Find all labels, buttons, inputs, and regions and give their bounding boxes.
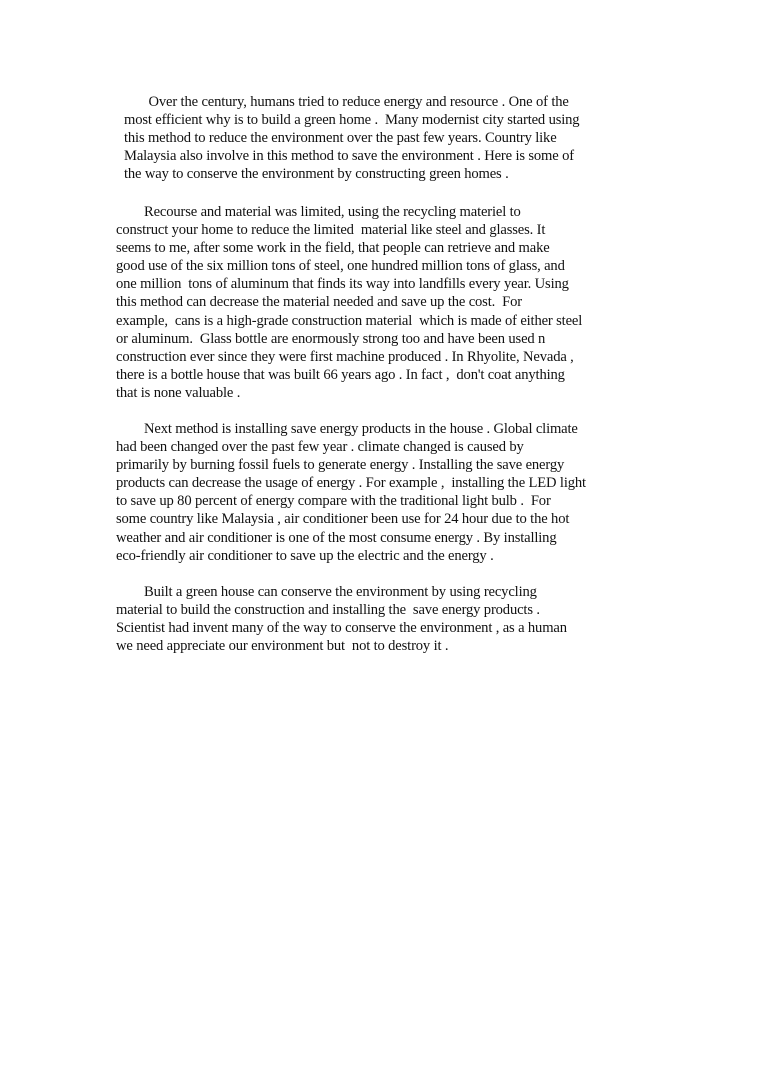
text-line: Next method is installing save energy products in the house . Global climate [116, 421, 578, 437]
text-line: construction ever since they were first machine produced . In Rhyolite, Nevada , [116, 348, 574, 365]
text-line: Scientist had invent many of the way to conserve the environment , as a human [116, 620, 567, 637]
text-line: this method can decrease the material needed and save up the cost. For [116, 294, 522, 311]
text-line: Built a green house can conserve the environment by using recycling [116, 584, 537, 600]
paragraph-conclusion [116, 583, 664, 655]
text-line: weather and air conditioner is one of the most consume energy . By installing [116, 529, 557, 546]
paragraph-recycling-materials [116, 203, 664, 402]
text-line: good use of the six million tons of steel, one hundred million tons of glass, and [116, 258, 565, 275]
text-line: had been changed over the past few year . climate changed is caused by [116, 439, 524, 456]
text-line: the way to conserve the environment by constructing green homes . [124, 166, 509, 183]
text-line: one million tons of aluminum that finds its way into landfills every year. Using [116, 276, 569, 293]
text-line: we need appreciate our environment but not to destroy it . [116, 638, 449, 655]
text-line: products can decrease the usage of energy . For example , installing the LED light [116, 475, 586, 492]
text-line: most efficient why is to build a green home . Many modernist city started using [124, 112, 580, 129]
text-line: primarily by burning fossil fuels to generate energy . Installing the save energy [116, 457, 565, 474]
text-line: material to build the construction and installing the save energy products . [116, 602, 540, 619]
paragraph-intro [124, 93, 664, 183]
text-line: Malaysia also involve in this method to save the environment . Here is some of [124, 148, 574, 165]
text-line: example, cans is a high-grade construction material which is made of either steel [116, 312, 583, 329]
text-line: that is none valuable . [116, 384, 241, 401]
text-line: to save up 80 percent of energy compare with the traditional light bulb . For [116, 493, 551, 510]
text-line: seems to me, after some work in the field, that people can retrieve and make [116, 240, 550, 257]
paragraph-save-energy [116, 420, 664, 565]
text-line: eco-friendly air conditioner to save up the electric and the energy . [116, 547, 494, 564]
text-line: Over the century, humans tried to reduce energy and resource . One of the [124, 94, 569, 110]
text-line: some country like Malaysia , air conditioner been use for 24 hour due to the hot [116, 511, 570, 528]
text-line: Recourse and material was limited, using the recycling materiel to [116, 204, 521, 220]
text-line: this method to reduce the environment over the past few years. Country like [124, 130, 557, 147]
text-line: construct your home to reduce the limited material like steel and glasses. It [116, 222, 546, 239]
text-line: or aluminum. Glass bottle are enormously strong too and have been used n [116, 330, 546, 347]
text-line: there is a bottle house that was built 66 years ago . In fact , don't coat anything [116, 366, 565, 383]
